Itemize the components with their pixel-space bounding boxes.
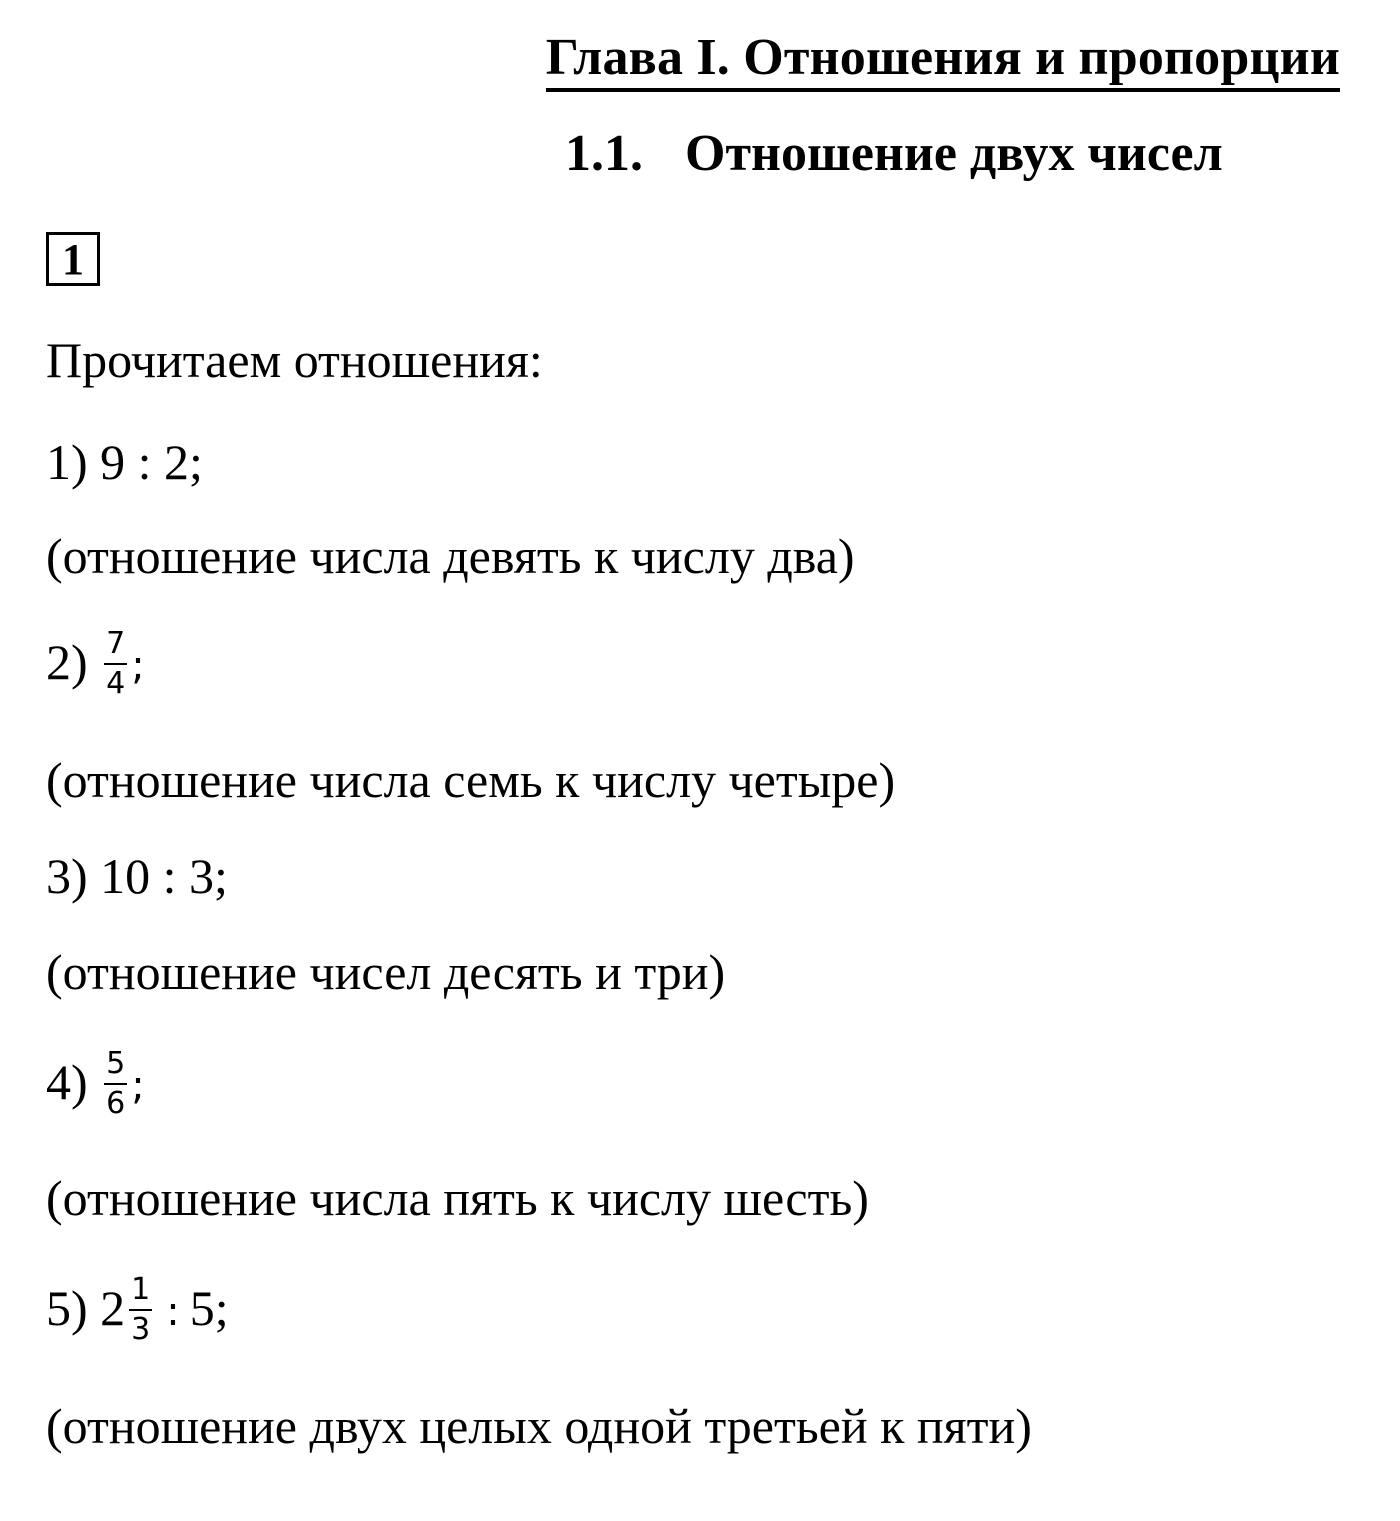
item-5-denominator: 3 — [131, 1311, 151, 1347]
item-5-whole: 2 — [100, 1280, 126, 1336]
item-2-expression — [46, 625, 145, 703]
section-heading — [565, 124, 1223, 184]
item-4-denominator: 6 — [106, 1085, 126, 1121]
item-4-reading: (отношение числа пять к числу шесть) — [46, 1170, 869, 1226]
item-2-numerator: 7 — [104, 629, 127, 665]
item-4-numerator: 5 — [104, 1049, 127, 1085]
section-title: Отношение двух чисел — [685, 125, 1223, 182]
task-number-box: 1 — [46, 232, 100, 286]
item-2-semicolon: ; — [131, 643, 145, 689]
item-4-expression — [46, 1045, 145, 1123]
item-5-rest: 5; — [189, 1280, 229, 1336]
item-2-denominator: 4 — [106, 665, 126, 701]
intro-text: Прочитаем отношения: — [46, 332, 543, 388]
item-2-fraction — [104, 625, 127, 701]
item-2-label: 2) — [46, 634, 88, 690]
chapter-title: Глава I. Отношения и пропорции — [546, 28, 1340, 92]
item-3-reading: (отношение чисел десять и три) — [46, 944, 726, 1000]
item-3-expression: 3) 10 : 3; — [46, 848, 228, 904]
item-4-semicolon: ; — [131, 1063, 145, 1109]
item-5-fraction — [129, 1271, 152, 1347]
section-number: 1.1. — [565, 125, 643, 182]
item-4-label: 4) — [46, 1054, 88, 1110]
item-1-reading: (отношение числа девять к числу два) — [46, 528, 855, 584]
item-5-expression — [46, 1271, 229, 1349]
item-1-expression: 1) 9 : 2; — [46, 434, 203, 490]
item-5-label: 5) — [46, 1280, 88, 1336]
item-5-numerator: 1 — [129, 1275, 152, 1311]
item-5-colon: : — [166, 1289, 180, 1335]
item-5-reading: (отношение двух целых одной третьей к пяти) — [46, 1398, 1032, 1454]
item-4-fraction — [104, 1045, 127, 1121]
item-2-reading: (отношение числа семь к числу четыре) — [46, 752, 896, 808]
